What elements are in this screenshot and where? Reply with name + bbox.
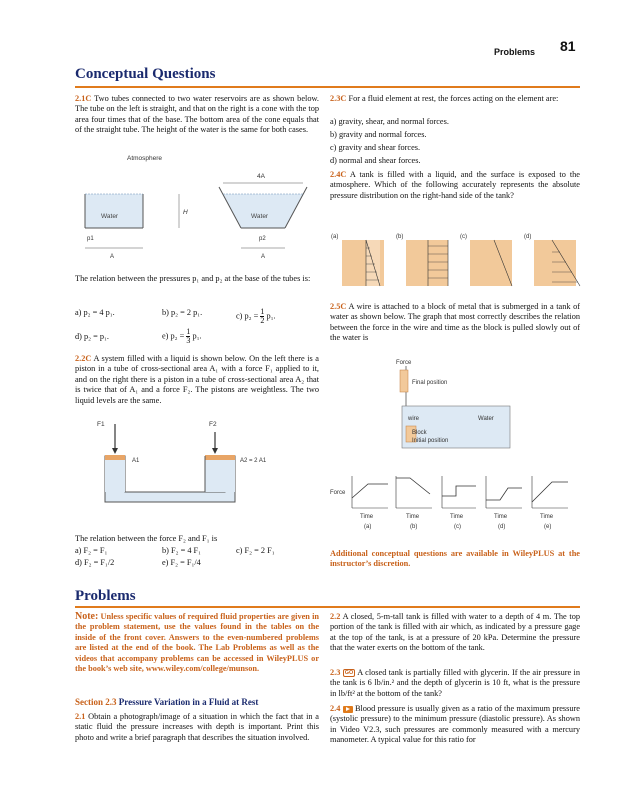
section-rule xyxy=(75,606,580,608)
option-b-tank xyxy=(396,234,448,286)
svg-text:Time: Time xyxy=(494,514,508,520)
figure-2-2c xyxy=(75,418,325,518)
option-a: a) p₂ = 4 p₁. xyxy=(75,308,115,317)
video-icon[interactable] xyxy=(343,706,353,713)
svg-text:Time: Time xyxy=(450,514,464,520)
fig-p2: p2 xyxy=(259,236,266,242)
fig-f2: F2 xyxy=(209,421,217,428)
fig-height: H xyxy=(183,209,188,216)
fig-water-left: Water xyxy=(101,213,119,220)
question-number: 2.5C xyxy=(330,302,347,311)
problem-2-2 xyxy=(330,612,580,654)
frac-den: 2 xyxy=(260,316,265,325)
question-text: For a fluid element at rest, the forces acting on the element are: xyxy=(348,94,559,103)
fig-a1: A1 xyxy=(132,458,140,464)
section-title-problems: Problems xyxy=(75,588,136,604)
fig-top-area: 4A xyxy=(257,173,265,180)
option-b: b) p₂ = 2 p₁. xyxy=(162,308,203,317)
fig-water-right: Water xyxy=(251,213,269,220)
option-d: d) normal and shear forces. xyxy=(330,156,421,165)
svg-text:Time: Time xyxy=(406,514,420,520)
graph-b xyxy=(396,476,432,530)
note-label: Note: xyxy=(75,611,99,622)
problem-number: 2.2 xyxy=(330,612,341,621)
fig-force-label: Force xyxy=(396,360,412,366)
problem-number: 2.3 xyxy=(330,668,341,677)
question-text: A system filled with a liquid is shown below. On the left there is a piston in a tube of cross-sectional area A₁ with a force F₁ applied to it, and on the right there is a piston in a tube of cross-sectional area A₂ that is twice that of A₁ and a force F₂. The pistons are weightless. The two liquid levels are the same. xyxy=(75,354,319,405)
svg-text:(d): (d) xyxy=(498,524,506,530)
svg-text:(b): (b) xyxy=(410,524,418,530)
option-a: a) gravity, shear, and normal forces. xyxy=(330,117,449,126)
section-title: Pressure Variation in a Fluid at Rest xyxy=(118,697,259,707)
question-number: 2.3C xyxy=(330,94,347,103)
problem-text: Blood pressure is usually given as a ratio of the maximum pressure (systolic pressure) to the minimum pressure (diastolic pressure). As shown in Video V2.3, such pressures are commonly measured with a mercury manometer. A typical value for this ratio for xyxy=(330,704,580,745)
graph-d xyxy=(486,476,522,530)
question-text: A tank is filled with a liquid, and the surface is exposed to the atmosphere. Which of the following accurately represents the absolute pressure distribution on the right-hand side of the tank? xyxy=(330,170,580,200)
page-number: 81 xyxy=(560,38,576,54)
right-cone-water xyxy=(223,194,303,228)
svg-text:(e): (e) xyxy=(544,524,552,530)
section-number: Section 2.3 xyxy=(75,697,117,707)
figure-2-5c xyxy=(330,356,582,536)
header-section: Problems xyxy=(494,47,536,57)
relation-2-2c: The relation between the force F₂ and F₁ is xyxy=(75,534,218,543)
option-d-tank xyxy=(524,234,580,286)
option-d: d) F₂ = F₁/2 xyxy=(75,558,115,567)
svg-text:(b): (b) xyxy=(396,234,404,240)
left-tank-water xyxy=(85,194,143,228)
piston-left xyxy=(105,455,125,460)
section-rule xyxy=(75,86,580,88)
section-heading xyxy=(75,697,258,707)
option-b: b) gravity and normal forces. xyxy=(330,130,427,139)
problem-text: Obtain a photograph/image of a situation in which the fact that in a static fluid the pressure increases with depth is important. Print this photo and write a brief paragraph that describes the situation involved. xyxy=(75,712,319,742)
question-number: 2.1C xyxy=(75,94,92,103)
block-final xyxy=(400,370,408,392)
section-title-conceptual: Conceptual Questions xyxy=(75,66,216,82)
graph-a xyxy=(352,476,388,530)
problem-text: A closed, 5-m-tall tank is filled with water to a depth of 4 m. The top portion of the tank is filled with air which, as indicated by a pressure gage at the top of the tank, is at a pressure of 20 kPa. Determine the pressure that the water exerts on the bottom of the tank. xyxy=(330,612,580,653)
problem-2-4 xyxy=(330,704,580,746)
piston-right xyxy=(205,455,235,460)
running-header xyxy=(494,42,535,58)
additional-questions-note: Additional conceptual questions are available in WileyPLUS at the instructor’s discretion. xyxy=(330,549,580,569)
note-text: Unless specific values of required fluid properties are given in the problem statement, use the values found in the tables on the inside of the front cover. Answers to the even-numbered problems are listed at the end of the book. The Lab Problems as well as the videos that accompany problems can be accessed in WileyPLUS or the book’s web site, www.wiley.com/college/munson. xyxy=(75,612,319,674)
question-2-4c xyxy=(330,170,580,201)
fig-wire: wire xyxy=(408,416,420,422)
option-a: a) F₂ = F₁ xyxy=(75,546,108,555)
frac-num: 1 xyxy=(186,327,191,336)
option-c: c) F₂ = 2 F₁ xyxy=(236,546,275,555)
svg-text:(d): (d) xyxy=(524,234,532,240)
fig-block: Block xyxy=(412,430,427,436)
figure-2-4c xyxy=(330,228,582,288)
question-number: 2.2C xyxy=(75,354,92,363)
fig-p1: p1 xyxy=(87,236,94,242)
problem-text: A closed tank is partially filled with glycerin. If the air pressure in the tank is 6 lb/in.² and the depth of glycerin is 10 ft, what is the pressure in lb/ft² at the bottom of the tank? xyxy=(330,668,580,698)
svg-text:Time: Time xyxy=(540,514,554,520)
option-c: c) p₂ = $\frac{1}{2}$ p₁. xyxy=(236,307,276,325)
question-text: Two tubes connected to two water reservoirs are as shown below. The tube on the left is straight, and that on the right is a cone with the top area four times that of the base. The bottom area of the cone equals that of the straight tube. The height of the water is the same for both cases. xyxy=(75,94,319,135)
question-text: A wire is attached to a block of metal that is submerged in a tank of water as shown below. The graph that most correctly describes the relation between the force in the wire and time as the block is pulled slowly out of the water is xyxy=(330,302,580,343)
fig-a-right: A xyxy=(261,254,266,260)
problem-2-3 xyxy=(330,668,580,699)
svg-text:Time: Time xyxy=(360,514,374,520)
fig-force-axis: Force xyxy=(330,490,346,496)
graph-c xyxy=(442,476,476,530)
svg-text:(a): (a) xyxy=(364,524,372,530)
question-2-5c xyxy=(330,302,580,344)
option-c: c) gravity and shear forces. xyxy=(330,143,421,152)
fig-a-left: A xyxy=(110,254,115,260)
go-icon[interactable]: GO xyxy=(344,670,354,677)
graph-e xyxy=(532,476,568,530)
svg-text:(a): (a) xyxy=(331,234,339,240)
frac-num: 1 xyxy=(260,307,265,316)
fig-final: Final position xyxy=(412,380,448,386)
option-b: b) F₂ = 4 F₁ xyxy=(162,546,202,555)
problem-number: 2.1 xyxy=(75,712,86,721)
question-2-2c xyxy=(75,354,319,406)
question-2-3c xyxy=(330,94,580,104)
fig-a2: A2 = 2 A1 xyxy=(240,458,267,464)
svg-text:(c): (c) xyxy=(454,524,461,530)
frac-den: 3 xyxy=(186,336,191,345)
option-e: e) F₂ = F₁/4 xyxy=(162,558,201,567)
svg-text:(c): (c) xyxy=(460,234,467,240)
fig-atmosphere: Atmosphere xyxy=(127,155,163,162)
fig-initial: Initial position xyxy=(412,438,449,444)
option-d: d) p₂ = p₁. xyxy=(75,332,109,341)
problems-note xyxy=(75,612,319,674)
fig-water: Water xyxy=(478,416,494,422)
problem-number: 2.4 xyxy=(330,704,341,713)
problem-2-1 xyxy=(75,712,319,743)
question-2-1c xyxy=(75,94,319,136)
option-e: e) p₂ = $\frac{1}{3}$ p₁. xyxy=(162,327,202,345)
option-a-tank xyxy=(331,234,384,286)
fig-f1: F1 xyxy=(97,421,105,428)
question-number: 2.4C xyxy=(330,170,347,179)
relation-2-1c: The relation between the pressures p₁ and p₂ at the base of the tubes is: xyxy=(75,274,311,283)
figure-2-1c xyxy=(75,150,325,260)
option-c-tank xyxy=(460,234,512,286)
